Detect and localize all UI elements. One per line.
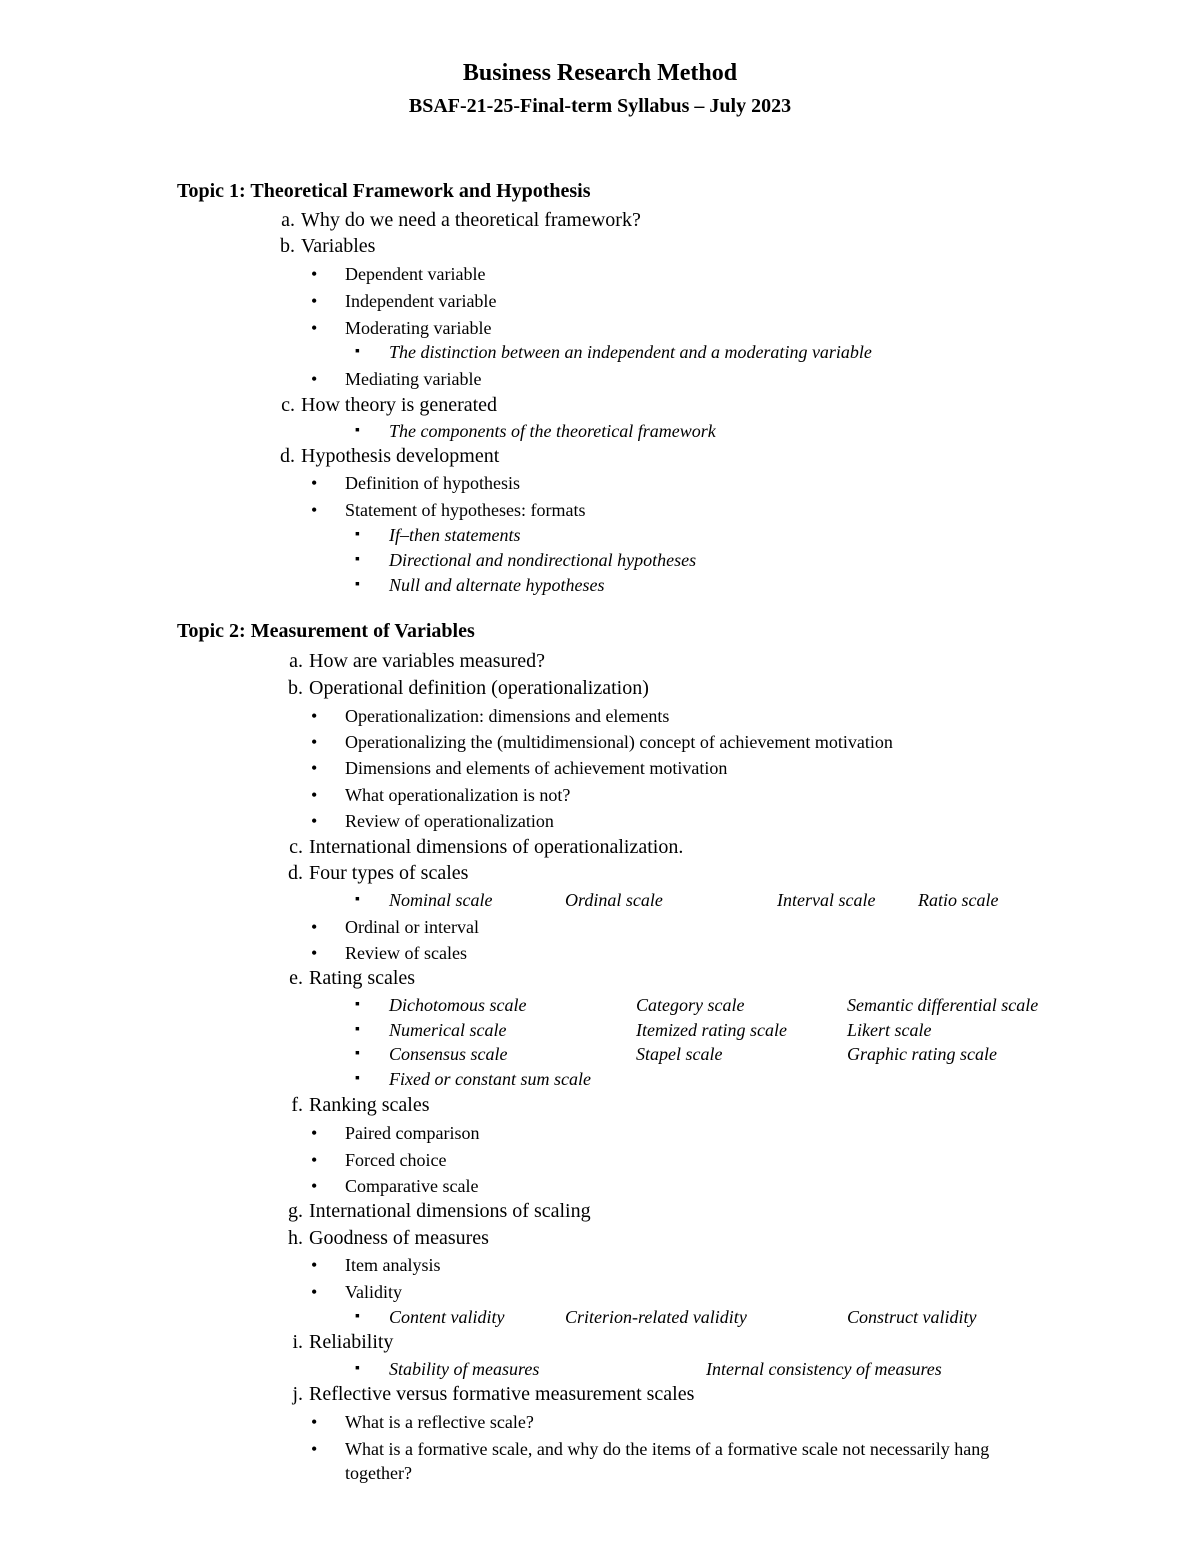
bullet-operationalization-dimensions: • Operationalization: dimensions and elements [345, 707, 669, 725]
subitem-directional: ▪ Directional and nondirectional hypotheses [389, 551, 696, 569]
item-text: Variables [301, 235, 376, 257]
item-marker: b. [288, 677, 303, 699]
topic-2-item-h [288, 1227, 489, 1249]
bullet-moderating-variable: • Moderating variable [345, 319, 491, 337]
rating-graphic: Graphic rating scale [847, 1044, 997, 1064]
rating-semantic-differential: Semantic differential scale [847, 995, 1039, 1015]
bullet-comparative-scale: • Comparative scale [345, 1177, 478, 1195]
item-text: Four types of scales [309, 862, 469, 884]
rating-itemized: Itemized rating scale [636, 1020, 787, 1040]
scale-ordinal: Ordinal scale [565, 890, 663, 910]
subitem-moderating-distinction: ▪ The distinction between an independent and a moderating variable [389, 343, 872, 361]
bullet-review-scales: • Review of scales [345, 944, 467, 962]
bullet-validity: • Validity [345, 1283, 402, 1301]
item-text: How are variables measured? [309, 650, 545, 672]
topic-1-item-a [281, 209, 641, 231]
bullet-dependent-variable: • Dependent variable [345, 265, 485, 283]
bullet-item-analysis: • Item analysis [345, 1256, 440, 1274]
item-marker: c. [289, 836, 303, 858]
item-marker: b. [280, 235, 295, 257]
validity-criterion: Criterion-related validity [565, 1307, 747, 1327]
validity-construct: Construct validity [847, 1307, 977, 1327]
rating-consensus: ▪ Consensus scale [389, 1045, 508, 1063]
item-marker: g. [288, 1200, 303, 1222]
topic-1-item-b [280, 235, 376, 257]
subitem-if-then: ▪ If–then statements [389, 526, 520, 544]
item-marker: c. [281, 394, 295, 416]
topic-2-item-g [288, 1200, 591, 1222]
item-text: Ranking scales [309, 1094, 430, 1116]
scale-nominal: ▪ Nominal scale [389, 891, 493, 909]
rating-category: Category scale [636, 995, 745, 1015]
item-text: Operational definition (operationalization) [309, 677, 649, 699]
item-text: How theory is generated [301, 394, 498, 416]
document-title: Business Research Method [462, 60, 738, 86]
item-text: Reflective versus formative measurement scales [309, 1383, 695, 1405]
item-text: International dimensions of operationalization. [309, 836, 684, 858]
bullet-statement-hypotheses: • Statement of hypotheses: formats [345, 501, 585, 519]
bullet-ordinal-or-interval: • Ordinal or interval [345, 918, 479, 936]
item-marker: h. [288, 1227, 303, 1249]
scale-interval: Interval scale [777, 890, 876, 910]
item-marker: a. [281, 209, 295, 231]
bullet-review-operationalization: • Review of operationalization [345, 812, 554, 830]
scale-ratio: Ratio scale [918, 890, 999, 910]
rating-stapel: Stapel scale [636, 1044, 723, 1064]
item-text: Goodness of measures [309, 1227, 489, 1249]
item-marker: d. [288, 862, 303, 884]
bullet-reflective-scale: • What is a reflective scale? [345, 1413, 534, 1431]
document-subtitle: BSAF-21-25-Final-term Syllabus – July 2023 [408, 95, 792, 117]
item-text: Hypothesis development [301, 445, 500, 467]
item-marker: a. [289, 650, 303, 672]
topic-2-item-d [288, 862, 469, 884]
bullet-operationalizing-concept: • Operationalizing the (multidimensional) concept of achievement motivation [345, 733, 893, 751]
item-text: Reliability [309, 1331, 394, 1353]
bullet-definition-hypothesis: • Definition of hypothesis [345, 474, 520, 492]
rating-fixed-constant-sum: ▪ Fixed or constant sum scale [389, 1070, 591, 1088]
bullet-what-operationalization-not: • What operationalization is not? [345, 786, 570, 804]
bullet-forced-choice: • Forced choice [345, 1151, 446, 1169]
validity-content: ▪ Content validity [389, 1308, 504, 1326]
item-marker: e. [289, 967, 303, 989]
topic-2-item-i [292, 1331, 394, 1353]
topic-2-item-c [289, 836, 684, 858]
bullet-independent-variable: • Independent variable [345, 292, 496, 310]
topic-2-item-f [291, 1094, 430, 1116]
item-marker: f. [291, 1094, 303, 1116]
topic-2-item-e [289, 967, 416, 989]
rating-likert: Likert scale [847, 1020, 932, 1040]
topic-2-item-b [288, 677, 649, 699]
topic-2-heading: Topic 2: Measurement of Variables [177, 620, 475, 642]
reliability-internal-consistency: Internal consistency of measures [706, 1359, 942, 1379]
subitem-null-alternate: ▪ Null and alternate hypotheses [389, 576, 604, 594]
item-text: Rating scales [309, 967, 416, 989]
bullet-paired-comparison: • Paired comparison [345, 1124, 479, 1142]
topic-2-item-a [289, 650, 545, 672]
bullet-formative-scale: • What is a formative scale, and why do the items of a formative scale not necessarily hang [345, 1440, 989, 1458]
topic-1-item-d [280, 445, 500, 467]
rating-dichotomous: ▪ Dichotomous scale [389, 996, 526, 1014]
item-marker: j. [292, 1383, 303, 1405]
topic-1-item-c [281, 394, 498, 416]
bullet-mediating-variable: • Mediating variable [345, 370, 481, 388]
topic-1-heading: Topic 1: Theoretical Framework and Hypothesis [177, 180, 591, 202]
item-marker: i. [292, 1331, 303, 1353]
topic-2-item-j [292, 1383, 695, 1405]
reliability-stability: ▪ Stability of measures [389, 1360, 539, 1378]
rating-numerical: ▪ Numerical scale [389, 1021, 506, 1039]
bullet-dimensions-elements: • Dimensions and elements of achievement motivation [345, 759, 727, 777]
item-text: Why do we need a theoretical framework? [301, 209, 641, 231]
bullet-formative-scale-continuation: together? [345, 1463, 412, 1483]
item-text: International dimensions of scaling [309, 1200, 591, 1222]
subitem-framework-components: ▪ The components of the theoretical framework [389, 422, 716, 440]
item-marker: d. [280, 445, 295, 467]
